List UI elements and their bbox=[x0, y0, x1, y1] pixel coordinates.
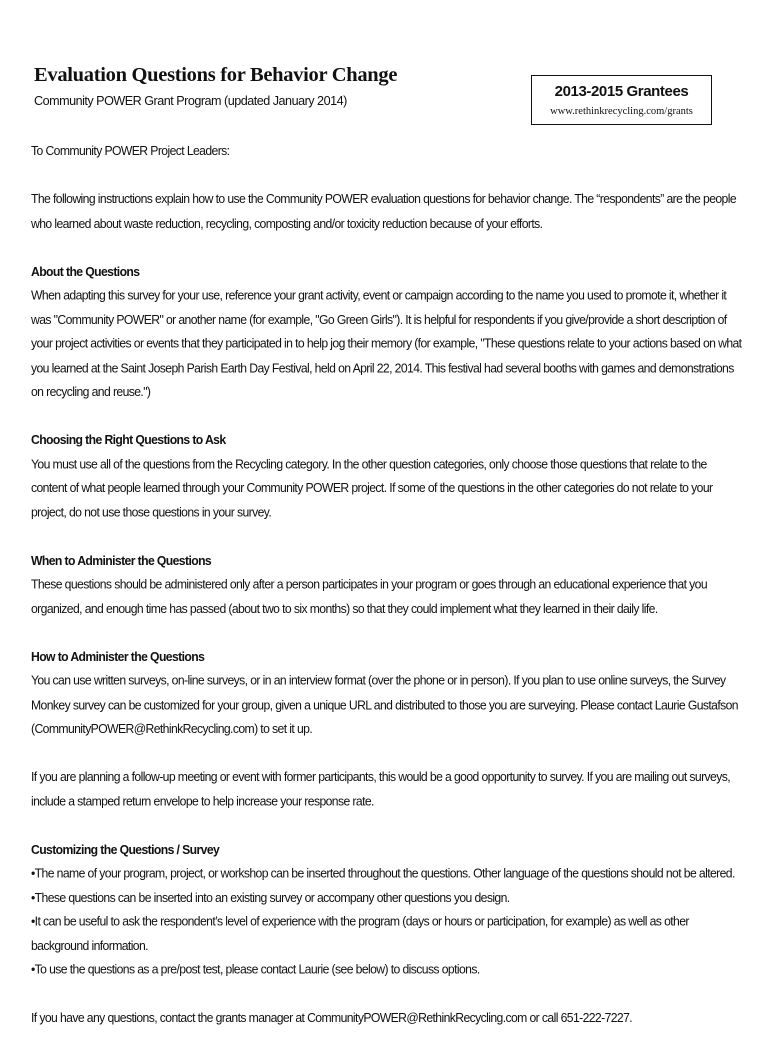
section-customizing bbox=[31, 837, 745, 981]
list-item: • The name of your program, project, or workshop can be inserted throughout the questions. Other language of the questions should not be altered. bbox=[31, 861, 745, 885]
section-paragraph: When adapting this survey for your use, reference your grant activity, event or campaign according to the name you used to promote it, whether it was "Community POWER" or another name (for example, "Go Green Girls"). It is helpful for respondents if you give/provide a short description of your project activities or events that they participated in to help jog their memory (for example, "These questions relate to your actions based on what you learned at the Saint Joseph Parish Earth Day Festival, held on April 22, 2014. This festival had several booths with games and demonstrations on recycling and reuse.") bbox=[31, 287, 742, 400]
intro-paragraph: The following instructions explain how to use the Community POWER evaluation questions for behavior change. The “respondents” are the people who learned about waste reduction, recycling, composting and/or toxicity reduction because of your efforts. bbox=[31, 191, 737, 231]
section-paragraph: These questions should be administered only after a person participates in your program or goes through an educational experience that you organized, and enough time has passed (about two to six months) so that they could implement what they learned in their daily life. bbox=[31, 576, 707, 616]
closing-paragraph: If you have any questions, contact the grants manager at CommunityPOWER@RethinkRecycling.com or call 651-222-7227. bbox=[31, 1009, 633, 1025]
section-paragraph: You can use written surveys, on-line surveys, or in an interview format (over the phone or in person). If you plan to use online surveys, the Survey Monkey survey can be customized for your group, given a unique URL and distributed to those you are surveying. Please contact Laurie Gustafson (CommunityPOWER@RethinkRecycling.com) to set it up. bbox=[31, 672, 738, 737]
section-paragraph: If you are planning a follow-up meeting or event with former participants, this would be a good opportunity to survey. If you are mailing out surveys, include a stamped return envelope to help increase your response rate. bbox=[31, 769, 730, 809]
section-heading: Customizing the Questions / Survey bbox=[31, 841, 220, 857]
grantees-title: 2013-2015 Grantees bbox=[554, 83, 689, 100]
grantees-box bbox=[531, 75, 712, 125]
section-choosing-questions bbox=[31, 428, 745, 524]
document-body bbox=[31, 139, 745, 1054]
grantees-url: www.rethinkrecycling.com/grants bbox=[550, 106, 693, 117]
section-how-to-administer bbox=[31, 645, 745, 814]
list-item: • These questions can be inserted into an existing survey or accompany other questions you design. bbox=[31, 885, 745, 909]
section-heading: Choosing the Right Questions to Ask bbox=[31, 432, 226, 448]
list-item: • To use the questions as a pre/post test, please contact Laurie (see below) to discuss options. bbox=[31, 958, 745, 982]
section-paragraph: You must use all of the questions from the Recycling category. In the other question categories, only choose those questions that relate to the content of what people learned through your Community POWER project. If some of the questions in the other categories do not relate to your project, do not use those questions in your survey. bbox=[31, 456, 713, 520]
bullet-list bbox=[31, 861, 745, 981]
document-subtitle: Community POWER Grant Program (updated January 2014) bbox=[34, 94, 347, 108]
section-about-questions bbox=[31, 259, 745, 403]
document-title: Evaluation Questions for Behavior Change bbox=[34, 64, 398, 86]
section-heading: About the Questions bbox=[31, 263, 140, 279]
section-heading: When to Administer the Questions bbox=[31, 552, 212, 568]
list-item: • It can be useful to ask the respondent’s level of experience with the program (days or hours or participation, for example) as well as other background information. bbox=[31, 909, 745, 957]
section-when-to-administer bbox=[31, 548, 745, 620]
section-heading: How to Administer the Questions bbox=[31, 648, 205, 664]
salutation: To Community POWER Project Leaders: bbox=[31, 143, 230, 159]
